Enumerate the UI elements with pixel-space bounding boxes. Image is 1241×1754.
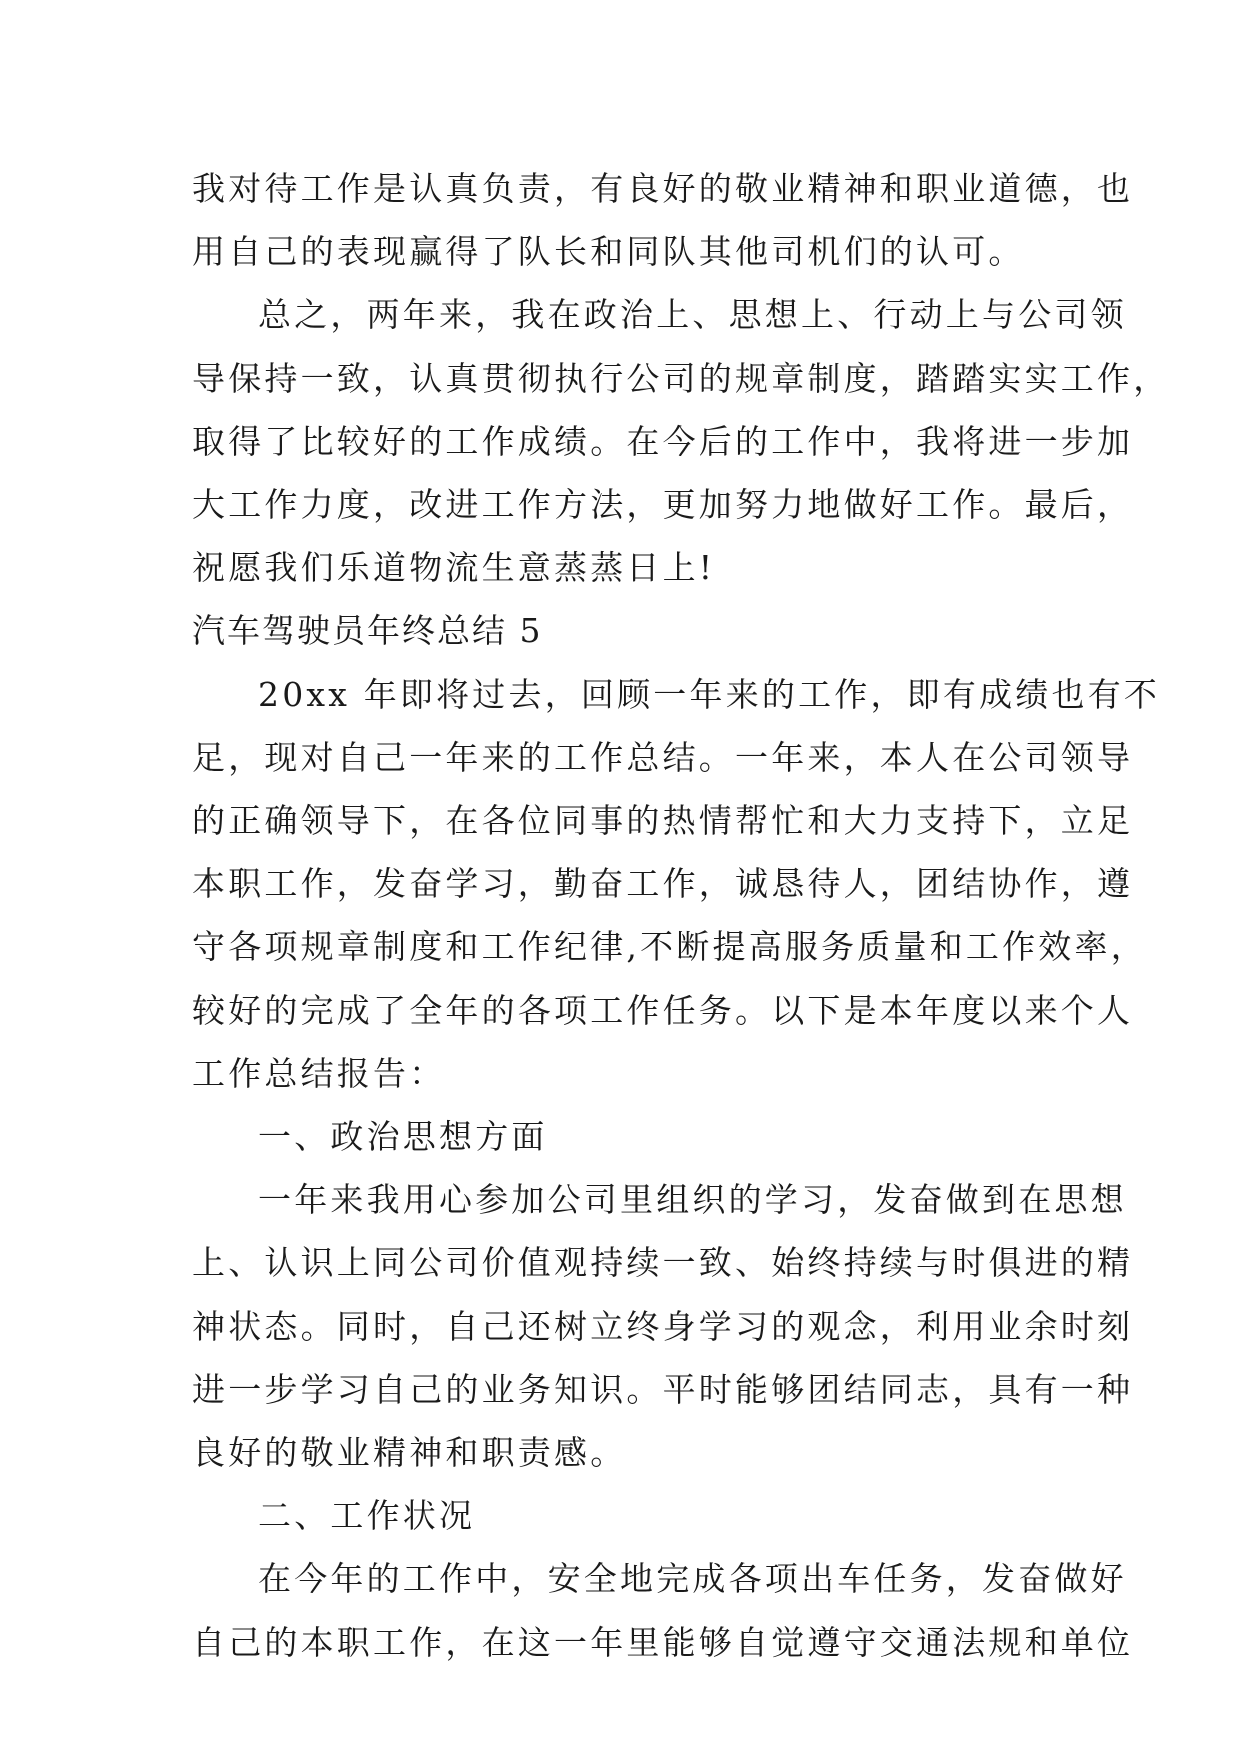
text-line: 上、认识上同公司价值观持续一致、始终持续与时俱进的精: [192, 1243, 1134, 1283]
text-line: 导保持一致，认真贯彻执行公司的规章制度，踏踏实实工作，: [192, 358, 1170, 398]
text-line: 较好的完成了全年的各项工作任务。以下是本年度以来个人: [192, 990, 1134, 1030]
subheading-work-status: [192, 1484, 1052, 1547]
text-line: 守各项规章制度和工作纪律,不断提高服务质量和工作效率，: [192, 927, 1147, 967]
text-line: 进一步学习自己的业务知识。平时能够团结同志，具有一种: [192, 1369, 1134, 1409]
text-line: 取得了比较好的工作成绩。在今后的工作中，我将进一步加: [192, 421, 1134, 461]
heading-text: 汽车驾驶员年终总结 5: [192, 611, 543, 651]
text-line: 工作总结报告：: [192, 1053, 446, 1093]
subheading-text: 一、政治思想方面: [258, 1117, 548, 1157]
section-heading: [192, 599, 1052, 662]
text-line: 用自己的表现赢得了队长和同队其他司机们的认可。: [192, 232, 1025, 272]
text-line: 足，现对自己一年来的工作总结。一年来，本人在公司领导: [192, 737, 1134, 777]
text-line: 20xx 年即将过去，回顾一年来的工作，即有成绩也有不: [258, 674, 1161, 714]
text-line: 本职工作，发奋学习，勤奋工作，诚恳待人，团结协作，遵: [192, 864, 1134, 904]
paragraph-conclusion: [192, 283, 1170, 599]
text-line: 我对待工作是认真负责，有良好的敬业精神和职业道德，也: [192, 169, 1134, 208]
paragraph-year-intro: [192, 663, 1161, 1105]
text-line: 在今年的工作中，安全地完成各项出车任务，发奋做好: [258, 1559, 1127, 1599]
text-line: 的正确领导下，在各位同事的热情帮忙和大力支持下，立足: [192, 801, 1134, 841]
text-line: 祝愿我们乐道物流生意蒸蒸日上!: [192, 548, 716, 588]
paragraph-work-status: [192, 1547, 1134, 1673]
text-line: 一年来我用心参加公司里组织的学习，发奋做到在思想: [258, 1180, 1127, 1220]
text-line: 大工作力度，改进工作方法，更加努力地做好工作。最后，: [192, 485, 1134, 525]
text-line: 良好的敬业精神和职责感。: [192, 1433, 627, 1473]
text-line: 神状态。同时，自己还树立终身学习的观念，利用业余时刻: [192, 1306, 1134, 1346]
paragraph-work-attitude: [192, 157, 1134, 283]
text-line: 自己的本职工作，在这一年里能够自觉遵守交通法规和单位: [192, 1622, 1134, 1662]
subheading-text: 二、工作状况: [258, 1496, 476, 1536]
subheading-political: [192, 1105, 1052, 1168]
text-line: 总之，两年来，我在政治上、思想上、行动上与公司领: [258, 295, 1127, 335]
document-body: [192, 157, 1170, 1674]
paragraph-political: [192, 1168, 1134, 1484]
